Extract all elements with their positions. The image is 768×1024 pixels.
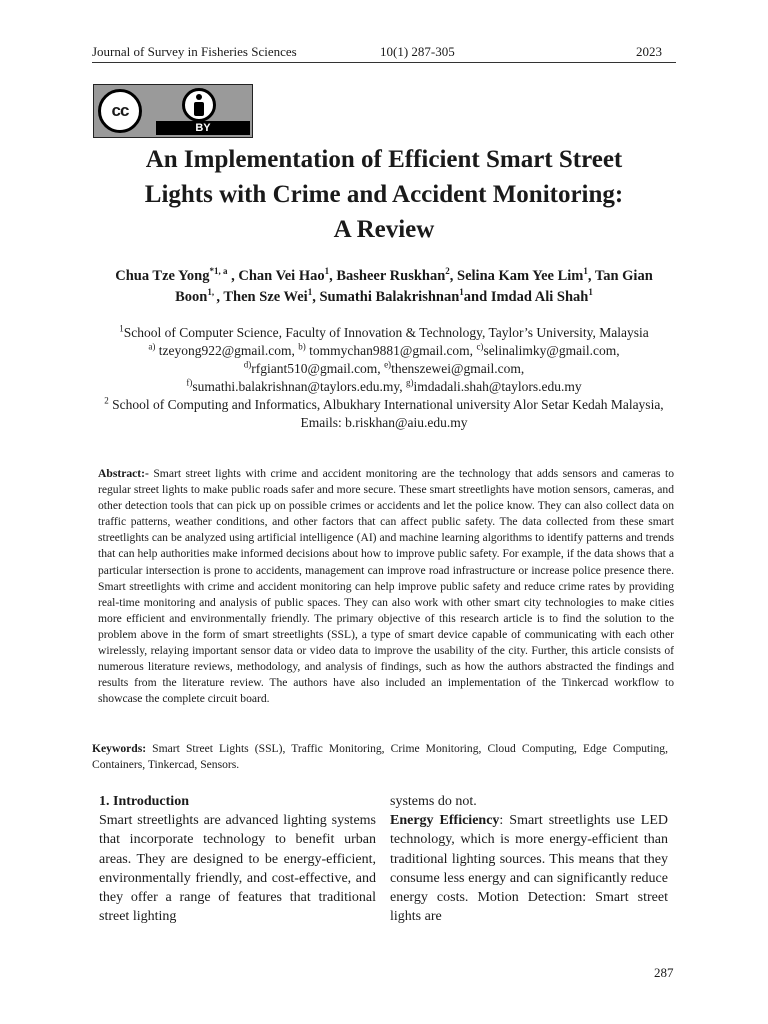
journal-name: Journal of Survey in Fisheries Sciences xyxy=(92,44,297,59)
email-line: $^{d)}$rfgiant510@gmail.com, $^{e)}$thenszewei@gmail.com, xyxy=(243,359,525,376)
affiliation-1: $^1$School of Computer Science, Faculty of Innovation & Technology, Taylor’s University, Malaysia xyxy=(119,323,649,340)
author-name: Selina Kam Yee Lim xyxy=(457,268,584,284)
author-name: Basheer Ruskhan xyxy=(336,268,446,284)
abstract-text: Smart street lights with crime and accident monitoring are the technology that adds sensors and cameras to regular street lights to make public roads safer and more secure. These smart streetlights have motion sensors, cameras, and other detection tools that can pick up on possible crimes or accidents and let the police know. They can also collect data on traffic patterns, weather conditions, and other factors that can affect public safety. The data collected from these smart streetlights can be analyzed using artificial intelligence (AI) and machine learning algorithms to identify patterns and trends that can help authorities make informed decisions about how to improve public safety. For example, if the data shows that a particular intersection is prone to accidents, management can improve road infrastructure or increase police presence there. Smart streetlights with crime and accident monitoring can help improve public safety and reduce crime rates by providing real-time monitoring and analysis of public spaces. They can also work with other smart city technologies to make cities more efficient and environmentally friendly. The primary objective of this research article is to find the solution to the problem above in the form of smart streetlights (SSL), a type of smart device capable of communicating with each other wirelessly, relaying important sensor data or video data to improve the usability of the city. Further, this article consists of numerous literature reviews, methodology, and analysis of findings, such as how the authors abstracted the findings and results from the literature review. The authors have also included an implementation of the Tinkercad workflow to showcase the complete circuit board. xyxy=(98,467,674,706)
affiliations xyxy=(90,324,678,432)
cc-by-license-badge[interactable] xyxy=(93,84,253,138)
body-column-right xyxy=(390,792,668,926)
publication-year: 2023 xyxy=(636,44,662,59)
keywords-text: Smart Street Lights (SSL), Traffic Monitoring, Crime Monitoring, Cloud Computing, Edge Computing, Containers, Tinkercad, Sensors. xyxy=(92,742,668,771)
energy-efficiency-paragraph: Energy Efficiency: Smart streetlights use LED technology, which is more energy-efficient than traditional lighting sources. This means that they consume less energy and can significantly reduce energy costs. Motion Detection: Smart street lights are xyxy=(390,813,668,925)
attribution-person-icon xyxy=(182,88,216,122)
email-line: $^{a)}$ tzeyong922@gmail.com, $^{b)}$ tommychan9881@gmail.com, $^{c)}$selinalimky@gmail.com, xyxy=(148,341,620,358)
energy-efficiency-label: Energy Efficiency xyxy=(390,813,500,829)
affiliation-2: $^2$ School of Computing and Informatics, Albukhary International university Alor Setar Kedah Malaysia, xyxy=(104,395,664,412)
page-number: 287 xyxy=(654,965,674,980)
affiliation-2-emails: Emails: b.riskhan@aiu.edu.my xyxy=(300,415,468,430)
paper-title: An Implementation of Efficient Smart Street Lights with Crime and Accident Monitoring: A Review xyxy=(144,146,624,243)
author-list: Chua Tze Yong$^{*1, a}$ , Chan Vei Hao$^1$, Basheer Ruskhan$^2$, Selina Kam Yee Lim$^1$, Tan Gian Boon$^{1,}$ , Then Sze Wei$^1$, Sumathi Balakrishnan$^1$and Imdad Ali Shah$^1$ xyxy=(115,266,653,305)
body-column-left xyxy=(99,792,376,926)
author-name: Chan Vei Hao xyxy=(238,268,325,284)
section-heading-introduction: 1. Introduction xyxy=(99,794,189,809)
keywords-label: Keywords: xyxy=(92,742,147,755)
running-header xyxy=(92,44,676,63)
author-name: Sumathi Balakrishnan xyxy=(319,289,460,305)
by-label: BY xyxy=(156,121,250,135)
author-name: Then Sze Wei xyxy=(223,289,308,305)
intro-paragraph: Smart streetlights are advanced lighting systems that incorporate technology to benefit urban areas. They are designed to be energy-efficient, environmentally friendly, and cost-effective, and they offer a range of features that traditional street lighting xyxy=(99,813,376,925)
volume-pages: 10(1) 287-305 xyxy=(380,44,455,59)
author-name: Imdad Ali Shah xyxy=(490,289,589,305)
intro-continuation: systems do not. xyxy=(390,794,477,809)
abstract xyxy=(98,466,674,707)
keywords xyxy=(92,741,668,773)
email-line: $^{f)}$sumathi.balakrishnan@taylors.edu.my, $^{g)}$imdadali.shah@taylors.edu.my xyxy=(186,377,582,394)
creative-commons-icon: cc xyxy=(98,89,142,133)
author-name: Chua Tze Yong xyxy=(115,268,210,284)
author-name: Tan Gian Boon xyxy=(175,268,653,305)
abstract-label: Abstract:- xyxy=(98,467,149,480)
